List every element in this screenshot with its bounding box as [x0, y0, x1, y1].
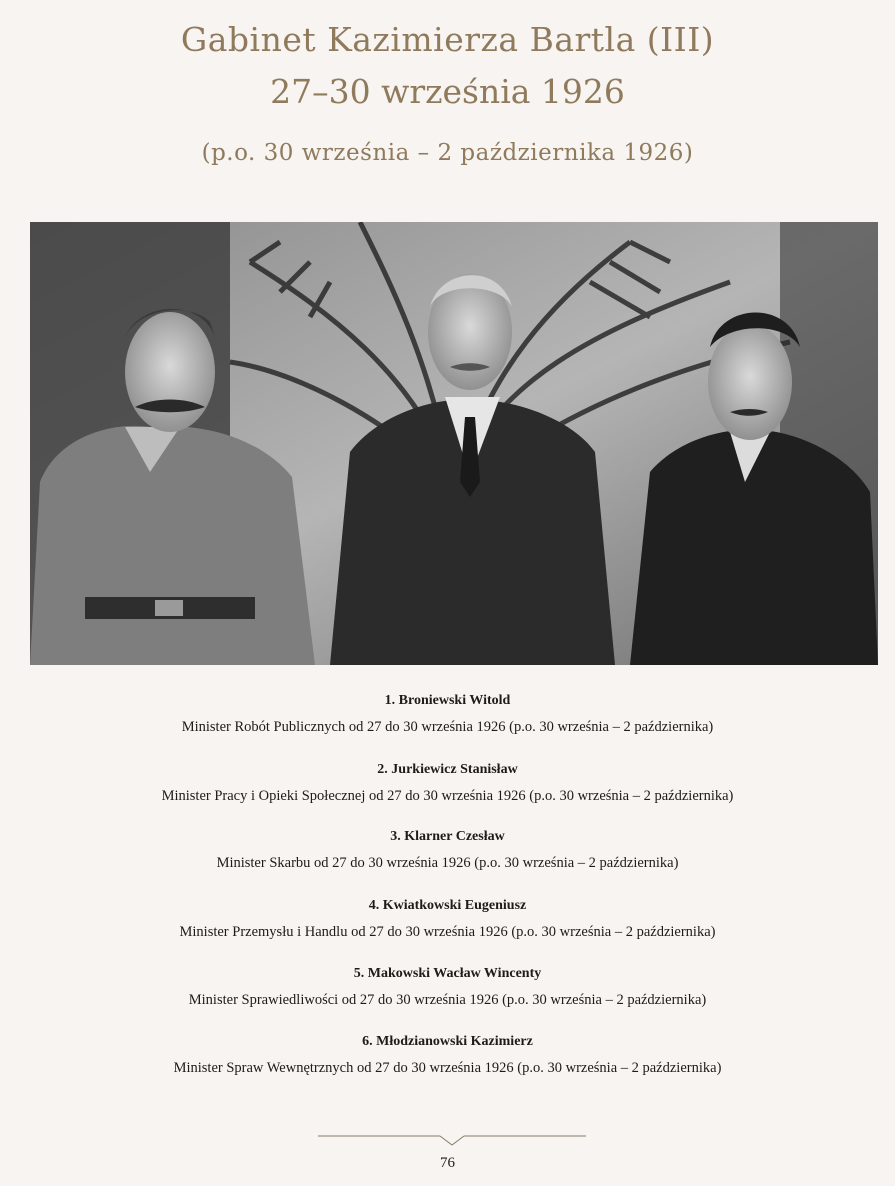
historical-group-photo — [30, 222, 878, 665]
page-number: 76 — [440, 1155, 455, 1171]
minister-entry — [0, 966, 895, 1009]
minister-entry — [0, 762, 895, 805]
page-title: Gabinet Kazimierza Bartla (III) — [180, 20, 715, 59]
minister-entry — [0, 898, 895, 941]
minister-role: Minister Sprawiedliwości od 27 do 30 września 1926 (p.o. 30 września – 2 października) — [188, 992, 707, 1008]
date-range-title: 27–30 września 1926 — [270, 72, 625, 111]
minister-entry — [0, 693, 895, 736]
minister-name: 1. Broniewski Witold — [384, 693, 511, 708]
minister-entry — [0, 1034, 895, 1077]
minister-name: 2. Jurkiewicz Stanisław — [377, 762, 518, 777]
minister-role: Minister Skarbu od 27 do 30 września 1926 (p.o. 30 września – 2 października) — [216, 855, 679, 871]
minister-name: 4. Kwiatkowski Eugeniusz — [368, 898, 527, 913]
minister-role: Minister Spraw Wewnętrznych od 27 do 30 września 1926 (p.o. 30 września – 2 października) — [173, 1060, 722, 1076]
minister-role: Minister Przemysłu i Handlu od 27 do 30 września 1926 (p.o. 30 września – 2 października) — [179, 924, 716, 940]
decorative-divider — [318, 1133, 586, 1147]
minister-name: 6. Młodzianowski Kazimierz — [362, 1034, 533, 1049]
minister-role: Minister Pracy i Opieki Społecznej od 27 do 30 września 1926 (p.o. 30 września – 2 października) — [161, 788, 734, 804]
minister-role: Minister Robót Publicznych od 27 do 30 września 1926 (p.o. 30 września – 2 października) — [181, 719, 714, 735]
acting-period-subtitle: (p.o. 30 września – 2 października 1926) — [201, 140, 694, 166]
minister-name: 3. Klarner Czesław — [390, 829, 505, 844]
minister-name: 5. Makowski Wacław Wincenty — [353, 966, 542, 981]
minister-entry — [0, 829, 895, 872]
